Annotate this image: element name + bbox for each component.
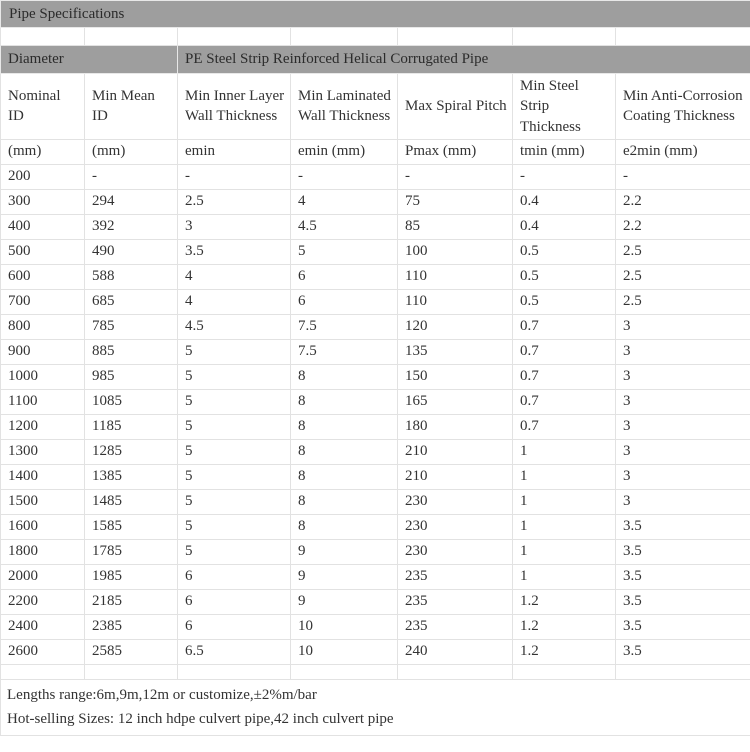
spec-cell: 3 [616, 339, 750, 364]
column-header-row [1, 74, 750, 140]
spec-cell: 2.5 [616, 289, 750, 314]
table-row [1, 264, 750, 289]
spec-cell: 1.2 [513, 614, 616, 639]
spec-cell: 1585 [85, 514, 178, 539]
hot-selling-note: Hot-selling Sizes: 12 inch hdpe culvert pipe,42 inch culvert pipe [7, 710, 394, 727]
spec-cell: - [291, 164, 398, 189]
spec-cell: 6 [178, 589, 291, 614]
spec-cell: 0.7 [513, 339, 616, 364]
spec-cell: 230 [398, 489, 513, 514]
table-row [1, 389, 750, 414]
table-row [1, 339, 750, 364]
spec-cell: 3.5 [616, 614, 750, 639]
spec-cell: 9 [291, 539, 398, 564]
spec-cell: - [178, 164, 291, 189]
spec-cell: 588 [85, 264, 178, 289]
spec-cell: 785 [85, 314, 178, 339]
spec-cell: 2.2 [616, 214, 750, 239]
spec-cell: 235 [398, 564, 513, 589]
spec-cell: 6 [178, 614, 291, 639]
spec-cell: - [85, 164, 178, 189]
table-row [1, 564, 750, 589]
spec-cell: 4 [178, 264, 291, 289]
spec-cell: 100 [398, 239, 513, 264]
spacer-row [1, 664, 750, 679]
spec-cell: 300 [1, 189, 85, 214]
spec-cell: 3.5 [616, 589, 750, 614]
footer-row [1, 679, 750, 735]
unit-cell: Pmax (mm) [398, 139, 513, 164]
spec-cell: 3 [178, 214, 291, 239]
table-row [1, 289, 750, 314]
table-row [1, 589, 750, 614]
table-row [1, 414, 750, 439]
spec-cell: 4 [291, 189, 398, 214]
table-row [1, 364, 750, 389]
spec-cell: 985 [85, 364, 178, 389]
spec-cell: 2600 [1, 639, 85, 664]
spec-cell: 8 [291, 514, 398, 539]
unit-cell: (mm) [85, 139, 178, 164]
spec-cell: 9 [291, 564, 398, 589]
table-title-row [1, 1, 750, 28]
spec-cell: 240 [398, 639, 513, 664]
spec-cell: 1 [513, 439, 616, 464]
spec-cell: 6 [291, 264, 398, 289]
spec-cell: 3.5 [616, 514, 750, 539]
spec-cell: 110 [398, 264, 513, 289]
spec-cell: 0.7 [513, 314, 616, 339]
spec-cell: 392 [85, 214, 178, 239]
spec-cell: 165 [398, 389, 513, 414]
units-row [1, 139, 750, 164]
spec-cell: 700 [1, 289, 85, 314]
spec-cell: 6 [178, 564, 291, 589]
spec-cell: 1 [513, 489, 616, 514]
spec-cell: 8 [291, 439, 398, 464]
spec-cell: 0.7 [513, 414, 616, 439]
spec-cell: 0.5 [513, 239, 616, 264]
spec-cell: 294 [85, 189, 178, 214]
spec-cell: 5 [178, 339, 291, 364]
spec-cell: 10 [291, 639, 398, 664]
spec-cell: 1 [513, 464, 616, 489]
spec-cell: 1300 [1, 439, 85, 464]
spec-cell: 5 [178, 489, 291, 514]
group-header-pipe-type: PE Steel Strip Reinforced Helical Corrugated Pipe [178, 46, 750, 74]
spec-cell: 2.2 [616, 189, 750, 214]
table-row [1, 189, 750, 214]
spec-cell: 7.5 [291, 339, 398, 364]
spec-cell: 3.5 [616, 639, 750, 664]
spec-cell: 3 [616, 389, 750, 414]
spec-cell: 5 [178, 439, 291, 464]
spec-cell: 230 [398, 539, 513, 564]
col-header-nominal-id: Nominal ID [1, 74, 85, 140]
table-row [1, 539, 750, 564]
spec-cell: 6 [291, 289, 398, 314]
spec-cell: 3 [616, 414, 750, 439]
spec-cell: 600 [1, 264, 85, 289]
spec-cell: 1785 [85, 539, 178, 564]
spec-cell: 5 [291, 239, 398, 264]
page-title: Pipe Specifications [1, 1, 750, 28]
spec-cell: 2.5 [178, 189, 291, 214]
spec-cell: 1485 [85, 489, 178, 514]
col-header-inner-layer: Min Inner Layer Wall Thickness [178, 74, 291, 140]
spec-cell: 9 [291, 589, 398, 614]
group-header-diameter: Diameter [1, 46, 178, 74]
spec-cell: - [513, 164, 616, 189]
spec-cell: 0.4 [513, 214, 616, 239]
spec-cell: 2000 [1, 564, 85, 589]
spec-cell: 0.7 [513, 389, 616, 414]
col-header-anti-corrosion: Min Anti-Corrosion Coating Thickness [616, 74, 750, 140]
spec-cell: 885 [85, 339, 178, 364]
spec-cell: 2.5 [616, 239, 750, 264]
spec-cell: 0.4 [513, 189, 616, 214]
spec-cell: 1800 [1, 539, 85, 564]
table-row [1, 614, 750, 639]
unit-cell: emin [178, 139, 291, 164]
spec-cell: 1385 [85, 464, 178, 489]
spec-cell: 3 [616, 314, 750, 339]
unit-cell: (mm) [1, 139, 85, 164]
spec-cell: 3.5 [178, 239, 291, 264]
spec-cell: 1085 [85, 389, 178, 414]
spec-cell: 3.5 [616, 539, 750, 564]
table-row [1, 439, 750, 464]
spec-cell: 120 [398, 314, 513, 339]
spec-cell: 800 [1, 314, 85, 339]
spec-cell: 8 [291, 364, 398, 389]
col-header-steel-strip: Min Steel Strip Thickness [513, 74, 616, 140]
spec-cell: - [616, 164, 750, 189]
spec-cell: 1200 [1, 414, 85, 439]
spec-cell: 6.5 [178, 639, 291, 664]
spec-cell: 1600 [1, 514, 85, 539]
spec-cell: 3.5 [616, 564, 750, 589]
table-row [1, 514, 750, 539]
spec-cell: 135 [398, 339, 513, 364]
unit-cell: emin (mm) [291, 139, 398, 164]
spec-cell: 2385 [85, 614, 178, 639]
spec-cell: - [398, 164, 513, 189]
table-row [1, 164, 750, 189]
spec-cell: 3 [616, 439, 750, 464]
spec-cell: 1 [513, 539, 616, 564]
spec-cell: 5 [178, 364, 291, 389]
spec-cell: 1.2 [513, 589, 616, 614]
col-header-spiral-pitch: Max Spiral Pitch [398, 74, 513, 140]
spec-cell: 210 [398, 464, 513, 489]
table-row [1, 464, 750, 489]
spec-cell: 3 [616, 364, 750, 389]
table-row [1, 239, 750, 264]
spec-cell: 500 [1, 239, 85, 264]
spec-cell: 2400 [1, 614, 85, 639]
spec-cell: 4.5 [178, 314, 291, 339]
spec-cell: 1 [513, 564, 616, 589]
spec-cell: 75 [398, 189, 513, 214]
table-row [1, 489, 750, 514]
spec-cell: 685 [85, 289, 178, 314]
spec-cell: 2585 [85, 639, 178, 664]
spec-cell: 490 [85, 239, 178, 264]
lengths-range-note: Lengths range:6m,9m,12m or customize,±2%m/bar [7, 686, 317, 703]
spec-cell: 235 [398, 614, 513, 639]
spec-cell: 4.5 [291, 214, 398, 239]
col-header-laminated: Min Laminated Wall Thickness [291, 74, 398, 140]
spec-cell: 5 [178, 539, 291, 564]
table-row [1, 639, 750, 664]
spec-cell: 3 [616, 464, 750, 489]
spec-cell: 235 [398, 589, 513, 614]
spec-cell: 1400 [1, 464, 85, 489]
spec-cell: 0.7 [513, 364, 616, 389]
spec-cell: 8 [291, 389, 398, 414]
spec-cell: 400 [1, 214, 85, 239]
spec-cell: 2200 [1, 589, 85, 614]
spec-cell: 2.5 [616, 264, 750, 289]
spec-cell: 1100 [1, 389, 85, 414]
spec-cell: 1985 [85, 564, 178, 589]
spec-cell: 210 [398, 439, 513, 464]
spec-cell: 180 [398, 414, 513, 439]
spec-cell: 85 [398, 214, 513, 239]
spec-cell: 3 [616, 489, 750, 514]
spec-cell: 8 [291, 414, 398, 439]
unit-cell: tmin (mm) [513, 139, 616, 164]
spec-cell: 230 [398, 514, 513, 539]
spec-cell: 1500 [1, 489, 85, 514]
group-header-row [1, 46, 750, 74]
spec-cell: 7.5 [291, 314, 398, 339]
table-row [1, 214, 750, 239]
spec-cell: 1000 [1, 364, 85, 389]
spec-cell: 5 [178, 414, 291, 439]
spacer-row [1, 28, 750, 46]
spec-cell: 1.2 [513, 639, 616, 664]
spec-cell: 2185 [85, 589, 178, 614]
spec-cell: 10 [291, 614, 398, 639]
spec-cell: 1185 [85, 414, 178, 439]
spec-cell: 150 [398, 364, 513, 389]
spec-cell: 8 [291, 489, 398, 514]
spec-cell: 0.5 [513, 289, 616, 314]
table-row [1, 314, 750, 339]
spec-cell: 1 [513, 514, 616, 539]
col-header-min-mean-id: Min Mean ID [85, 74, 178, 140]
spec-cell: 5 [178, 514, 291, 539]
spec-cell: 200 [1, 164, 85, 189]
spec-cell: 900 [1, 339, 85, 364]
spec-cell: 0.5 [513, 264, 616, 289]
spec-cell: 5 [178, 464, 291, 489]
spec-cell: 8 [291, 464, 398, 489]
spec-cell: 4 [178, 289, 291, 314]
spec-cell: 1285 [85, 439, 178, 464]
unit-cell: e2min (mm) [616, 139, 750, 164]
spec-cell: 110 [398, 289, 513, 314]
spec-cell: 5 [178, 389, 291, 414]
